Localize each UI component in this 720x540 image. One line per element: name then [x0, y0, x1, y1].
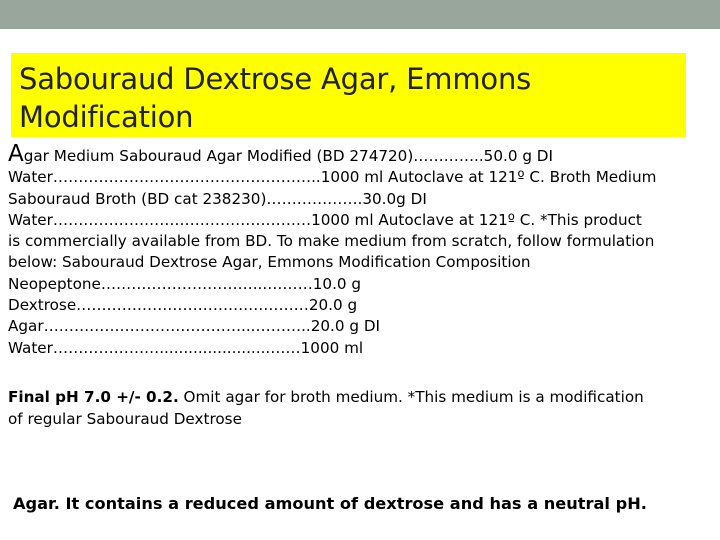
- body-line-3: Sabouraud Broth (BD cat 238230)……………….30.0g DI: [8, 189, 427, 208]
- final-ph-line-2: of regular Sabouraud Dextrose: [8, 409, 242, 428]
- body-line-9: Agar…………………………………...………..20.0 g DI: [8, 317, 381, 336]
- recipe-body: [8, 141, 698, 359]
- drop-letter: A: [8, 141, 24, 167]
- body-line-6: below: Sabouraud Dextrose Agar, Emmons Modification Composition: [8, 253, 531, 272]
- body-line-7: Neopeptone…………………………...………10.0 g: [8, 274, 362, 293]
- title-line-1: Sabouraud Dextrose Agar, Emmons: [19, 62, 532, 96]
- final-ph-paragraph: [8, 387, 698, 430]
- body-line-8: Dextrose…………………………….…………20.0 g: [8, 296, 358, 315]
- body-line-1: gar Medium Sabouraud Agar Modified (BD 274720)…………..50.0 g DI: [23, 147, 553, 165]
- final-ph-bold: Final pH 7.0 +/- 0.2.: [8, 388, 179, 406]
- slide-title: [19, 60, 679, 136]
- top-color-band: [0, 0, 720, 29]
- final-ph-rest: Omit agar for broth medium. *This medium is a modification: [178, 388, 644, 406]
- body-line-5: is commercially available from BD. To make medium from scratch, follow formulation: [8, 232, 655, 251]
- body-line-10: Water………………….......................……1000 ml: [8, 338, 364, 357]
- closing-sentence: Agar. It contains a reduced amount of dextrose and has a neutral pH.: [13, 494, 647, 513]
- body-line-2: Water……………………………………………..1000 ml Autoclave at 121º C. Broth Medium: [8, 168, 657, 187]
- body-line-4: Water……………………………………………1000 ml Autoclave at 121º C. *This product: [8, 210, 642, 229]
- title-line-2: Modification: [19, 100, 194, 134]
